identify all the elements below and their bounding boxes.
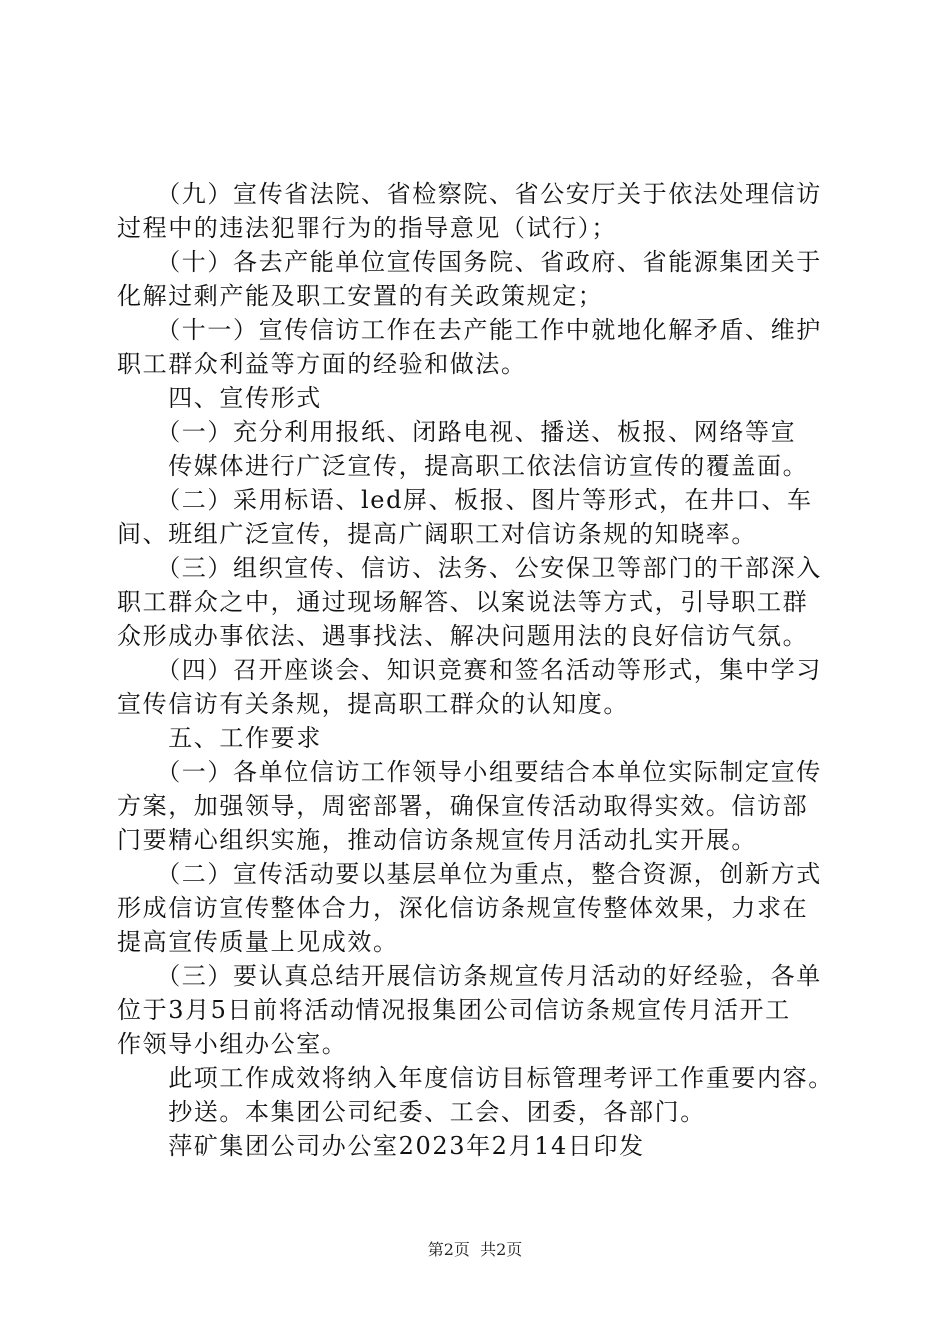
text-line: 方案，加强领导，周密部署，确保宣传活动取得实效。信访部 [117,792,809,820]
section-heading: 五、工作要求 [117,724,322,752]
page-number: 第2页 共2页 [427,1240,523,1259]
text-line: 提高宣传质量上见成效。 [117,928,399,956]
text-line: 职工群众利益等方面的经验和做法。 [117,350,527,378]
page-footer [0,1240,950,1260]
text-line: 传媒体进行广泛宣传，提高职工依法信访宣传的覆盖面。 [117,452,809,480]
section-heading: 四、宣传形式 [117,384,322,412]
text-line: 位于3月5日前将活动情况报集团公司信访条规宣传月活开工 [117,996,791,1024]
text-line: （九）宣传省法院、省检察院、省公安厅关于依法处理信访 [117,180,822,208]
text-line: 门要精心组织实施，推动信访条规宣传月活动扎实开展。 [117,826,757,854]
text-line: 化解过剩产能及职工安置的有关政策规定； [117,282,604,310]
text-line: 职工群众之中，通过现场解答、以案说法等方式，引导职工群 [117,588,809,616]
text-line: （三）要认真总结开展信访条规宣传月活动的好经验，各单 [117,962,822,990]
cc-line: 抄送。本集团公司纪委、工会、团委，各部门。 [117,1098,706,1126]
text-line: （十）各去产能单位宣传国务院、省政府、省能源集团关于 [117,248,822,276]
text-line: 形成信访宣传整体合力，深化信访条规宣传整体效果，力求在 [117,894,809,922]
text-line: （四）召开座谈会、知识竞赛和签名活动等形式，集中学习 [117,656,822,684]
text-line: 间、班组广泛宣传，提高广阔职工对信访条规的知晓率。 [117,520,757,548]
text-line: （一）充分利用报纸、闭路电视、播送、板报、网络等宣 [117,418,797,446]
text-line: 众形成办事依法、遇事找法、解决问题用法的良好信访气氛。 [117,622,809,650]
text-line: 作领导小组办公室。 [117,1030,348,1058]
text-line: 此项工作成效将纳入年度信访目标管理考评工作重要内容。 [117,1064,834,1092]
text-line: 宣传信访有关条规，提高职工群众的认知度。 [117,690,629,718]
text-line: （十一）宣传信访工作在去产能工作中就地化解矛盾、维护 [117,316,822,344]
text-line: （三）组织宣传、信访、法务、公安保卫等部门的干部深入 [117,554,822,582]
text-line: （一）各单位信访工作领导小组要结合本单位实际制定宣传 [117,758,822,786]
text-line: 过程中的违法犯罪行为的指导意见（试行）； [117,214,617,242]
text-line: （二）宣传活动要以基层单位为重点，整合资源，创新方式 [117,860,822,888]
issuer-line: 萍矿集团公司办公室2023年2月14日印发 [117,1132,645,1160]
text-line: （二）采用标语、led屏、板报、图片等形式，在井口、车 [117,486,813,514]
